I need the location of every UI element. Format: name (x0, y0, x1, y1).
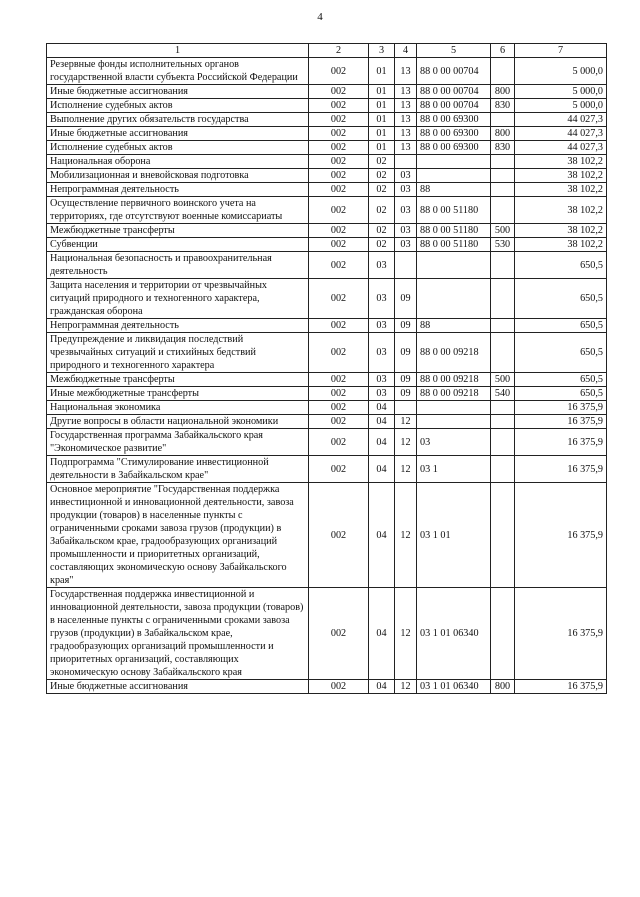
row-code-pr: 13 (395, 58, 417, 85)
table-row (47, 155, 607, 169)
table-row (47, 99, 607, 113)
row-code-rz: 02 (369, 197, 395, 224)
table-row (47, 169, 607, 183)
row-name: Другие вопросы в области национальной экономики (47, 415, 309, 429)
row-code-gr: 002 (309, 373, 369, 387)
table-row (47, 456, 607, 483)
row-code-gr: 002 (309, 429, 369, 456)
table-row (47, 401, 607, 415)
row-code-csr: 88 0 00 69300 (417, 141, 491, 155)
row-amount: 16 375,9 (515, 680, 607, 694)
row-code-rz: 03 (369, 373, 395, 387)
table-row (47, 113, 607, 127)
row-code-pr: 12 (395, 415, 417, 429)
row-code-gr: 002 (309, 680, 369, 694)
row-amount: 44 027,3 (515, 113, 607, 127)
row-name: Исполнение судебных актов (47, 99, 309, 113)
row-code-csr: 88 0 00 09218 (417, 333, 491, 373)
row-code-vr: 800 (491, 680, 515, 694)
row-code-gr: 002 (309, 483, 369, 588)
row-code-vr: 500 (491, 373, 515, 387)
page-number: 4 (317, 11, 323, 23)
row-code-pr: 12 (395, 680, 417, 694)
header-col-2: 2 (309, 44, 369, 58)
header-col-5: 5 (417, 44, 491, 58)
row-code-pr (395, 401, 417, 415)
row-code-rz: 02 (369, 224, 395, 238)
row-name: Исполнение судебных актов (47, 141, 309, 155)
row-amount: 650,5 (515, 252, 607, 279)
row-code-gr: 002 (309, 224, 369, 238)
row-code-vr (491, 483, 515, 588)
row-code-csr: 88 0 00 00704 (417, 85, 491, 99)
table-row (47, 319, 607, 333)
row-code-gr: 002 (309, 238, 369, 252)
row-code-rz: 04 (369, 456, 395, 483)
row-code-pr: 12 (395, 456, 417, 483)
row-code-pr: 12 (395, 429, 417, 456)
row-code-pr: 09 (395, 333, 417, 373)
row-amount: 5 000,0 (515, 58, 607, 85)
row-code-vr (491, 169, 515, 183)
row-name: Выполнение других обязательств государства (47, 113, 309, 127)
row-name: Межбюджетные трансферты (47, 373, 309, 387)
row-code-gr: 002 (309, 252, 369, 279)
row-code-pr: 13 (395, 85, 417, 99)
row-code-vr (491, 588, 515, 680)
row-amount: 650,5 (515, 319, 607, 333)
row-code-pr: 03 (395, 238, 417, 252)
row-code-csr: 88 0 00 69300 (417, 127, 491, 141)
row-amount: 5 000,0 (515, 85, 607, 99)
row-code-gr: 002 (309, 333, 369, 373)
row-code-pr: 03 (395, 224, 417, 238)
row-code-rz: 04 (369, 429, 395, 456)
row-code-vr (491, 155, 515, 169)
row-code-rz: 02 (369, 183, 395, 197)
row-code-vr: 800 (491, 85, 515, 99)
row-code-gr: 002 (309, 401, 369, 415)
row-code-vr (491, 333, 515, 373)
row-code-csr: 03 1 01 06340 (417, 588, 491, 680)
row-code-vr: 830 (491, 99, 515, 113)
row-code-csr (417, 155, 491, 169)
row-code-gr: 002 (309, 197, 369, 224)
row-code-pr: 03 (395, 183, 417, 197)
table-row (47, 224, 607, 238)
row-amount: 38 102,2 (515, 238, 607, 252)
row-amount: 16 375,9 (515, 401, 607, 415)
row-code-pr: 13 (395, 141, 417, 155)
row-code-pr: 09 (395, 319, 417, 333)
header-col-7: 7 (515, 44, 607, 58)
row-amount: 16 375,9 (515, 429, 607, 456)
row-amount: 650,5 (515, 333, 607, 373)
row-name: Государственная программа Забайкальского края "Экономическое развитие" (47, 429, 309, 456)
row-name: Иные бюджетные ассигнования (47, 680, 309, 694)
row-amount: 16 375,9 (515, 483, 607, 588)
table-row (47, 333, 607, 373)
table-row (47, 141, 607, 155)
row-code-rz: 02 (369, 155, 395, 169)
row-name: Осуществление первичного воинского учета на территориях, где отсутствуют военные комиссариаты (47, 197, 309, 224)
row-code-pr (395, 252, 417, 279)
row-amount: 16 375,9 (515, 415, 607, 429)
row-code-gr: 002 (309, 183, 369, 197)
row-name: Непрограммная деятельность (47, 319, 309, 333)
table-row (47, 680, 607, 694)
row-code-csr: 88 0 00 00704 (417, 99, 491, 113)
row-code-pr: 09 (395, 387, 417, 401)
row-code-vr (491, 197, 515, 224)
row-code-vr: 540 (491, 387, 515, 401)
row-code-vr (491, 183, 515, 197)
table-row (47, 279, 607, 319)
row-code-gr: 002 (309, 169, 369, 183)
row-code-gr: 002 (309, 279, 369, 319)
row-code-rz: 01 (369, 113, 395, 127)
row-code-pr: 03 (395, 197, 417, 224)
row-name: Предупреждение и ликвидация последствий чрезвычайных ситуаций и стихийных бедствий природного и техногенного характера (47, 333, 309, 373)
row-name: Мобилизационная и вневойсковая подготовка (47, 169, 309, 183)
row-code-pr: 12 (395, 588, 417, 680)
row-code-gr: 002 (309, 141, 369, 155)
row-name: Иные бюджетные ассигнования (47, 85, 309, 99)
row-name: Иные бюджетные ассигнования (47, 127, 309, 141)
row-code-csr: 03 (417, 429, 491, 456)
row-amount: 16 375,9 (515, 456, 607, 483)
row-code-vr (491, 113, 515, 127)
row-code-pr: 13 (395, 113, 417, 127)
row-amount: 38 102,2 (515, 155, 607, 169)
row-code-csr (417, 415, 491, 429)
row-code-csr (417, 252, 491, 279)
row-name: Национальная экономика (47, 401, 309, 415)
row-code-vr: 800 (491, 127, 515, 141)
row-amount: 5 000,0 (515, 99, 607, 113)
row-code-rz: 02 (369, 169, 395, 183)
row-amount: 38 102,2 (515, 224, 607, 238)
table-row (47, 238, 607, 252)
row-name: Резервные фонды исполнительных органов государственной власти субъекта Российской Федерации (47, 58, 309, 85)
table-body (47, 58, 607, 694)
row-code-gr: 002 (309, 415, 369, 429)
row-code-csr: 88 0 00 51180 (417, 197, 491, 224)
row-code-csr: 88 0 00 69300 (417, 113, 491, 127)
row-code-csr (417, 169, 491, 183)
row-code-csr: 88 0 00 09218 (417, 387, 491, 401)
row-code-rz: 03 (369, 319, 395, 333)
row-code-rz: 01 (369, 99, 395, 113)
table-row (47, 85, 607, 99)
row-amount: 650,5 (515, 279, 607, 319)
table-row (47, 429, 607, 456)
row-code-vr: 500 (491, 224, 515, 238)
row-code-pr: 09 (395, 373, 417, 387)
header-row (47, 44, 607, 58)
row-name: Иные межбюджетные трансферты (47, 387, 309, 401)
table-row (47, 588, 607, 680)
row-code-rz: 01 (369, 141, 395, 155)
row-code-vr (491, 456, 515, 483)
table-row (47, 415, 607, 429)
row-name: Основное мероприятие "Государственная поддержка инвестиционной и инновационной деятельности, завоза продукции (товаров) в населенные пункты с ограниченными сроками завоза грузов (продукции) в Забайкальском крае, градообразующих организаций промышленности и приоритетных организаций, составляющих экономическую основу Забайкальского края" (47, 483, 309, 588)
row-code-rz: 01 (369, 58, 395, 85)
row-code-gr: 002 (309, 387, 369, 401)
table-row (47, 197, 607, 224)
row-code-vr (491, 58, 515, 85)
row-code-gr: 002 (309, 99, 369, 113)
row-code-rz: 03 (369, 252, 395, 279)
row-code-vr: 830 (491, 141, 515, 155)
row-code-rz: 03 (369, 387, 395, 401)
row-code-rz: 04 (369, 483, 395, 588)
row-amount: 650,5 (515, 387, 607, 401)
row-code-gr: 002 (309, 319, 369, 333)
table-row (47, 373, 607, 387)
row-code-pr: 09 (395, 279, 417, 319)
row-code-csr: 88 (417, 319, 491, 333)
row-code-csr: 88 (417, 183, 491, 197)
row-amount: 38 102,2 (515, 197, 607, 224)
header-col-4: 4 (395, 44, 417, 58)
row-code-pr: 12 (395, 483, 417, 588)
row-code-rz: 01 (369, 127, 395, 141)
row-code-vr (491, 279, 515, 319)
row-code-csr: 03 1 (417, 456, 491, 483)
row-code-csr: 03 1 01 06340 (417, 680, 491, 694)
row-code-rz: 04 (369, 401, 395, 415)
row-name: Защита населения и территории от чрезвычайных ситуаций природного и техногенного характера, гражданская оборона (47, 279, 309, 319)
row-code-rz: 04 (369, 680, 395, 694)
row-code-csr: 88 0 00 51180 (417, 224, 491, 238)
row-code-gr: 002 (309, 155, 369, 169)
header-col-1: 1 (47, 44, 309, 58)
row-name: Национальная оборона (47, 155, 309, 169)
table-row (47, 183, 607, 197)
row-code-gr: 002 (309, 588, 369, 680)
row-code-csr: 88 0 00 51180 (417, 238, 491, 252)
row-code-vr (491, 319, 515, 333)
row-code-csr: 03 1 01 (417, 483, 491, 588)
row-code-csr (417, 279, 491, 319)
row-code-rz: 01 (369, 85, 395, 99)
row-code-gr: 002 (309, 58, 369, 85)
row-code-csr: 88 0 00 00704 (417, 58, 491, 85)
row-amount: 16 375,9 (515, 588, 607, 680)
header-col-6: 6 (491, 44, 515, 58)
row-code-vr (491, 429, 515, 456)
row-code-pr (395, 155, 417, 169)
row-code-rz: 02 (369, 238, 395, 252)
row-amount: 44 027,3 (515, 141, 607, 155)
row-code-rz: 03 (369, 279, 395, 319)
row-code-csr: 88 0 00 09218 (417, 373, 491, 387)
row-name: Субвенции (47, 238, 309, 252)
table-row (47, 58, 607, 85)
row-code-csr (417, 401, 491, 415)
row-code-rz: 04 (369, 588, 395, 680)
row-code-gr: 002 (309, 456, 369, 483)
row-code-pr: 03 (395, 169, 417, 183)
row-code-vr (491, 401, 515, 415)
row-code-gr: 002 (309, 127, 369, 141)
row-amount: 650,5 (515, 373, 607, 387)
row-code-gr: 002 (309, 85, 369, 99)
header-col-3: 3 (369, 44, 395, 58)
row-name: Подпрограмма "Стимулирование инвестиционной деятельности в Забайкальском крае" (47, 456, 309, 483)
row-name: Непрограммная деятельность (47, 183, 309, 197)
table-row (47, 483, 607, 588)
table-row (47, 387, 607, 401)
row-code-rz: 03 (369, 333, 395, 373)
table-row (47, 252, 607, 279)
row-amount: 44 027,3 (515, 127, 607, 141)
budget-table (46, 43, 607, 694)
row-amount: 38 102,2 (515, 169, 607, 183)
row-code-vr: 530 (491, 238, 515, 252)
row-code-pr: 13 (395, 99, 417, 113)
row-amount: 38 102,2 (515, 183, 607, 197)
table-row (47, 127, 607, 141)
row-code-vr (491, 252, 515, 279)
row-code-gr: 002 (309, 113, 369, 127)
row-code-pr: 13 (395, 127, 417, 141)
row-name: Государственная поддержка инвестиционной и инновационной деятельности, завоза продукции (товаров) в населенные пункты с ограниченными сроками завоза грузов (продукции) в Забайкальском крае, градообразующих организаций промышленности и приоритетных организаций, составляющих экономическую основу Забайкальского края (47, 588, 309, 680)
row-name: Межбюджетные трансферты (47, 224, 309, 238)
row-name: Национальная безопасность и правоохранительная деятельность (47, 252, 309, 279)
row-code-rz: 04 (369, 415, 395, 429)
row-code-vr (491, 415, 515, 429)
